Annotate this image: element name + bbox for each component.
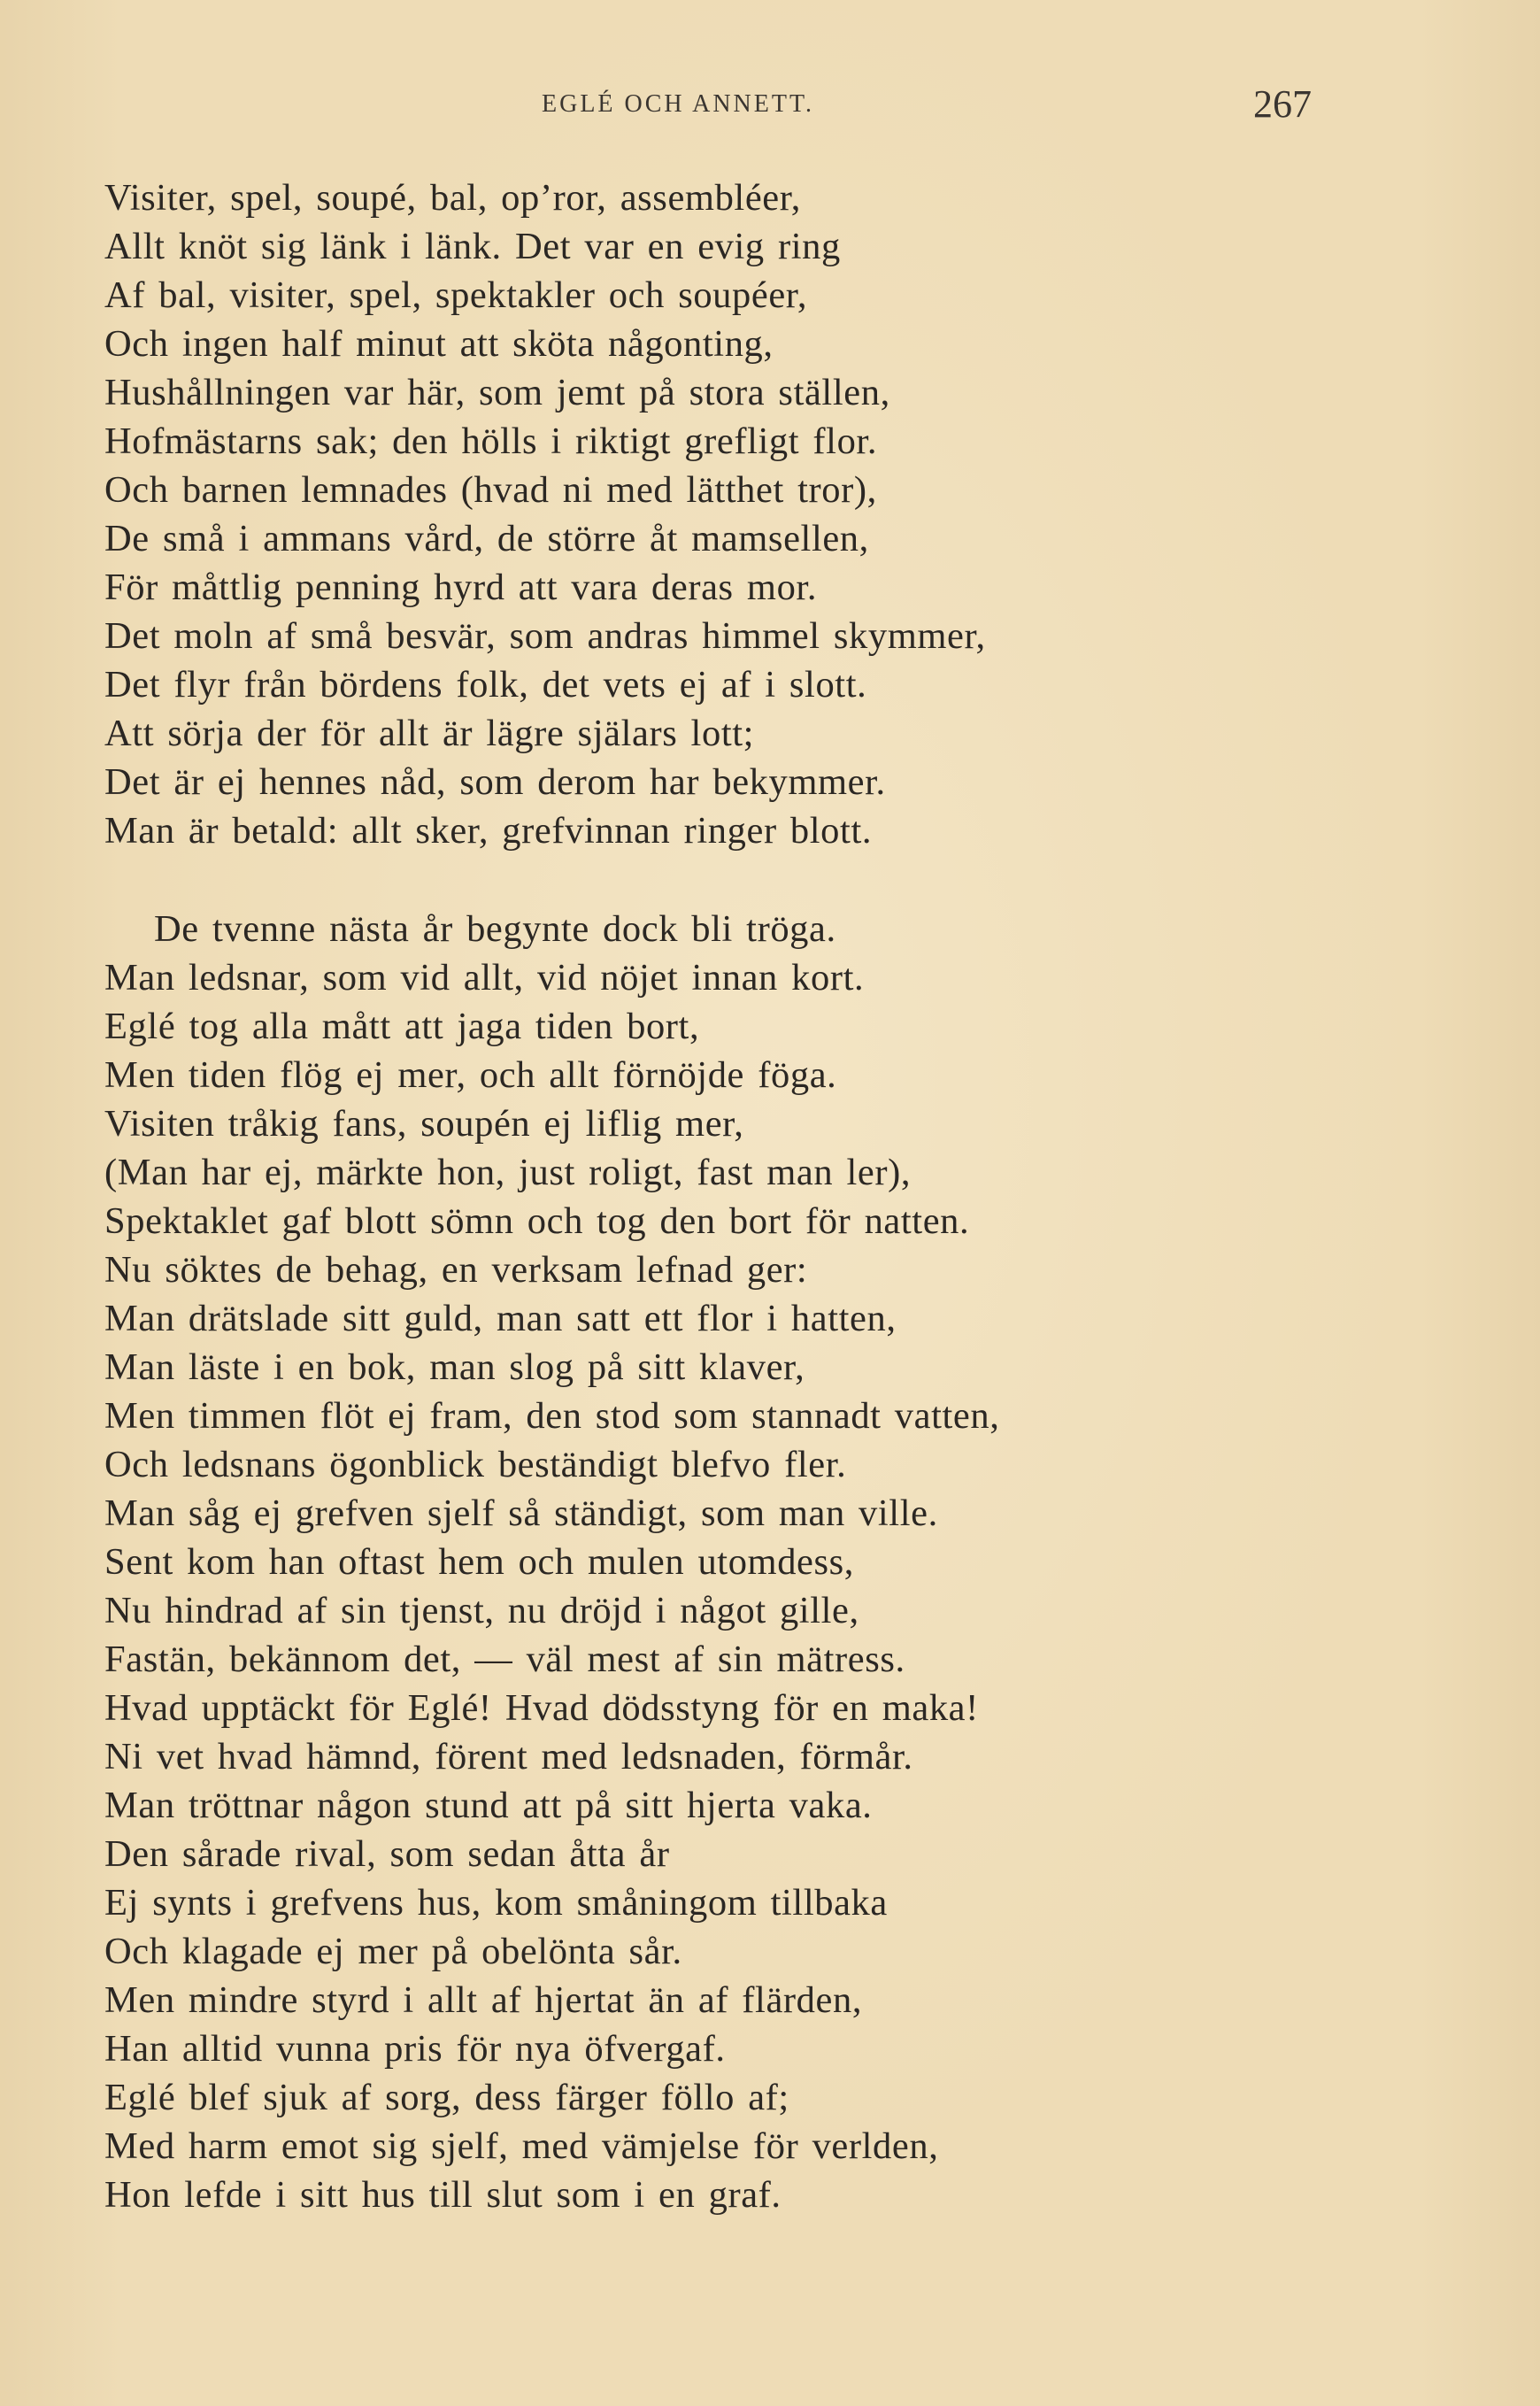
verse-line: Men mindre styrd i allt af hjertat än af flärden, — [104, 1979, 863, 2021]
verse-line: Ej synts i grefvens hus, kom småningom tillbaka — [104, 1882, 888, 1924]
verse-line: För måttlig penning hyrd att vara deras mor. — [104, 567, 818, 608]
page-number: 267 — [1253, 82, 1312, 126]
verse-line: Man läste i en bok, man slog på sitt klaver, — [104, 1346, 805, 1388]
verse-line: Sent kom han oftast hem och mulen utomdess, — [104, 1541, 855, 1583]
running-title: EGLÉ OCH ANNETT. — [542, 90, 814, 118]
verse-line: Nu söktes de behag, en verksam lefnad ger: — [104, 1249, 808, 1291]
verse-line: Den sårade rival, som sedan åtta år — [104, 1833, 670, 1875]
verse-line: Och barnen lemnades (hvad ni med lätthet tror), — [104, 469, 877, 511]
verse-line: Visiter, spel, soupé, bal, op’ror, assembléer, — [104, 177, 802, 219]
verse-line: Det flyr från bördens folk, det vets ej af i slott. — [104, 664, 867, 706]
verse-line: Ni vet hvad hämnd, förent med ledsnaden, förmår. — [104, 1736, 913, 1778]
verse-line: Spektaklet gaf blott sömn och tog den bort för natten. — [104, 1200, 970, 1242]
verse-line: Man ledsnar, som vid allt, vid nöjet innan kort. — [104, 957, 865, 999]
verse-line: Hon lefde i sitt hus till slut som i en graf. — [104, 2174, 782, 2216]
verse-line: Och ledsnans ögonblick beständigt blefvo fler. — [104, 1444, 847, 1485]
verse-line: Det är ej hennes nåd, som derom har bekymmer. — [104, 761, 886, 803]
verse-line: Man är betald: allt sker, grefvinnan ringer blott. — [104, 810, 873, 852]
verse-line: Eglé tog alla mått att jaga tiden bort, — [104, 1006, 700, 1047]
verse-line: De tvenne nästa år begynte dock bli tröga. — [154, 908, 836, 950]
verse-line: Men tiden flög ej mer, och allt förnöjde föga. — [104, 1054, 837, 1096]
verse-line: Att sörja der för allt är lägre själars lott; — [104, 713, 755, 754]
verse-line: Han alltid vunna pris för nya öfvergaf. — [104, 2028, 726, 2070]
verse-line: (Man har ej, märkte hon, just roligt, fast man ler), — [104, 1152, 912, 1193]
verse-line: Nu hindrad af sin tjenst, nu dröjd i något gille, — [104, 1590, 859, 1631]
verse-line: Och klagade ej mer på obelönta sår. — [104, 1931, 682, 1972]
verse-line: Man drätslade sitt guld, man satt ett flor i hatten, — [104, 1298, 897, 1339]
verse-line: Af bal, visiter, spel, spektakler och soupéer, — [104, 274, 808, 316]
verse-line: Man tröttnar någon stund att på sitt hjerta vaka. — [104, 1785, 873, 1826]
verse-line: Man såg ej grefven sjelf så ständigt, som man ville. — [104, 1492, 938, 1534]
verse-line: Fastän, bekännom det, — väl mest af sin mätress. — [104, 1639, 905, 1680]
verse-line: Hvad upptäckt för Eglé! Hvad dödsstyng för en maka! — [104, 1687, 979, 1729]
verse-line: Det moln af små besvär, som andras himmel skymmer, — [104, 615, 986, 657]
verse-line: Men timmen flöt ej fram, den stod som stannadt vatten, — [104, 1395, 1000, 1437]
verse-line: Med harm emot sig sjelf, med vämjelse för verlden, — [104, 2125, 939, 2167]
verse-line: Eglé blef sjuk af sorg, dess färger föllo af; — [104, 2077, 789, 2118]
verse-line: De små i ammans vård, de större åt mamsellen, — [104, 518, 869, 559]
verse-line: Allt knöt sig länk i länk. Det var en evig ring — [104, 226, 841, 267]
running-head — [0, 81, 1540, 126]
verse-line: Hofmästarns sak; den hölls i riktigt grefligt flor. — [104, 420, 878, 462]
stanza-2 — [104, 905, 999, 2219]
stanza-1 — [104, 174, 986, 855]
verse-line: Hushållningen var här, som jemt på stora ställen, — [104, 372, 890, 413]
verse-line: Och ingen half minut att sköta någonting, — [104, 323, 774, 365]
verse-line: Visiten tråkig fans, soupén ej liflig mer, — [104, 1103, 744, 1145]
